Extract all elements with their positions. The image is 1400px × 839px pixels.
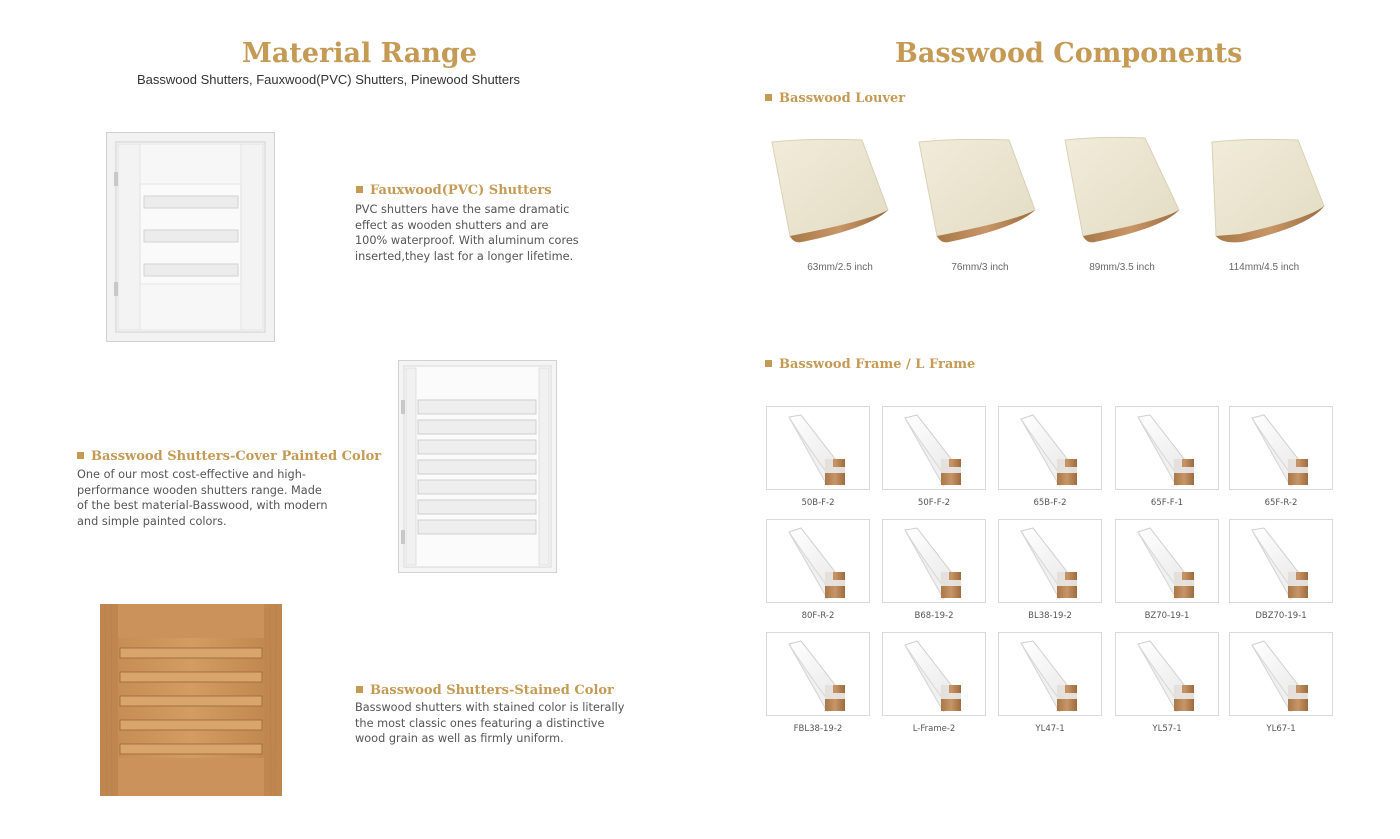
section-desc-stained: Basswood shutters with stained color is literally the most classic ones featuring a distinctive wood grain as well as firmly uniform. bbox=[355, 701, 625, 746]
frame-profile-card bbox=[998, 519, 1102, 603]
frame-profile-image bbox=[883, 520, 985, 602]
frame-profile-card bbox=[1115, 406, 1219, 490]
section-heading-stained: Basswood Shutters-Stained Color bbox=[356, 683, 614, 698]
frame-profile-card bbox=[1115, 632, 1219, 716]
frame-profile-card bbox=[766, 632, 870, 716]
frame-profile-label: 80F-R-2 bbox=[801, 611, 835, 621]
page-title-left: Material Range bbox=[242, 38, 477, 69]
bullet-square-icon bbox=[356, 186, 363, 193]
frame-profile-label: 50B-F-2 bbox=[801, 498, 835, 508]
frame-profile-label: YL67-1 bbox=[1266, 724, 1296, 734]
louver-label: 63mm/2.5 inch bbox=[807, 262, 873, 273]
louver-label: 76mm/3 inch bbox=[951, 262, 1009, 273]
frame-profile-card bbox=[882, 519, 986, 603]
frame-profile-image bbox=[1116, 520, 1218, 602]
frame-profile-card bbox=[766, 406, 870, 490]
frame-profile-image bbox=[1116, 407, 1218, 489]
section-desc-painted: One of our most cost-effective and high- performance wooden shutters range. Made of the best material-Basswood, with modern and simple painted colors. bbox=[77, 468, 328, 528]
louver-image bbox=[1210, 136, 1330, 246]
painted-shutter-image bbox=[398, 360, 558, 574]
frame-profile-card bbox=[766, 519, 870, 603]
frame-profile-card bbox=[882, 632, 986, 716]
section-heading-frame: Basswood Frame / L Frame bbox=[765, 357, 975, 372]
louver-label: 89mm/3.5 inch bbox=[1089, 262, 1155, 273]
frame-profile-label: YL57-1 bbox=[1152, 724, 1182, 734]
frame-profile-label: 65F-R-2 bbox=[1264, 498, 1298, 508]
bullet-square-icon bbox=[77, 452, 84, 459]
pvc-shutter-image bbox=[106, 132, 276, 342]
frame-profile-image bbox=[1230, 520, 1332, 602]
frame-profile-label: BL38-19-2 bbox=[1028, 611, 1072, 621]
frame-profile-image bbox=[999, 633, 1101, 715]
frame-profile-card bbox=[1115, 519, 1219, 603]
frame-profile-card bbox=[1229, 406, 1333, 490]
louver-label: 114mm/4.5 inch bbox=[1228, 262, 1300, 273]
frame-profile-label: 50F-F-2 bbox=[917, 498, 951, 508]
frame-profile-image bbox=[1230, 407, 1332, 489]
section-heading-pvc: Fauxwood(PVC) Shutters bbox=[356, 183, 552, 198]
frame-profile-label: 65B-F-2 bbox=[1033, 498, 1067, 508]
frame-profile-image bbox=[999, 520, 1101, 602]
frame-profile-label: YL47-1 bbox=[1035, 724, 1065, 734]
frame-profile-card bbox=[998, 406, 1102, 490]
bullet-square-icon bbox=[356, 686, 363, 693]
section-desc-pvc: PVC shutters have the same dramatic effect as wooden shutters and are 100% waterproof. With aluminum cores inserted,they last for a longer lifetime. bbox=[355, 203, 579, 263]
frame-profile-card bbox=[1229, 519, 1333, 603]
frame-profile-card bbox=[882, 406, 986, 490]
frame-profile-image bbox=[767, 520, 869, 602]
bullet-square-icon bbox=[765, 94, 772, 101]
frame-profile-image bbox=[999, 407, 1101, 489]
frame-profile-label: BZ70-19-1 bbox=[1144, 611, 1190, 621]
frame-profile-image bbox=[767, 407, 869, 489]
louver-image bbox=[1063, 134, 1185, 246]
frame-profile-label: B68-19-2 bbox=[914, 611, 954, 621]
louver-image bbox=[917, 136, 1039, 246]
bullet-square-icon bbox=[765, 360, 772, 367]
frame-profile-label: DBZ70-19-1 bbox=[1255, 611, 1307, 621]
page-title-right: Basswood Components bbox=[895, 38, 1243, 69]
frame-profile-card bbox=[998, 632, 1102, 716]
section-heading-louver: Basswood Louver bbox=[765, 91, 905, 106]
frame-profile-image bbox=[1116, 633, 1218, 715]
frame-profile-label: 65F-F-1 bbox=[1150, 498, 1184, 508]
frame-profile-card bbox=[1229, 632, 1333, 716]
section-heading-painted: Basswood Shutters-Cover Painted Color bbox=[77, 449, 381, 464]
frame-profile-image bbox=[1230, 633, 1332, 715]
page-subtitle-left: Basswood Shutters, Fauxwood(PVC) Shutters, Pinewood Shutters bbox=[137, 72, 520, 87]
louver-image bbox=[770, 136, 892, 246]
frame-profile-image bbox=[767, 633, 869, 715]
frame-profile-label: FBL38-19-2 bbox=[793, 724, 843, 734]
frame-profile-image bbox=[883, 407, 985, 489]
frame-profile-image bbox=[883, 633, 985, 715]
frame-profile-label: L-Frame-2 bbox=[912, 724, 956, 734]
stained-shutter-image bbox=[100, 604, 282, 796]
